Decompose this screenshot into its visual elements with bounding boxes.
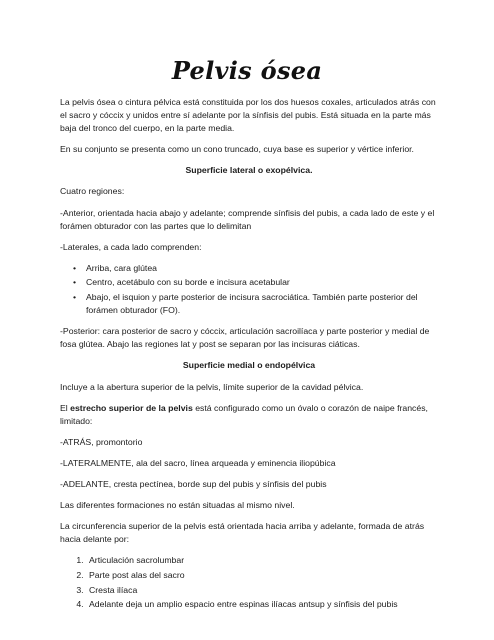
adelante-paragraph: -ADELANTE, cresta pectínea, borde sup del pubis y sínfisis del pubis (60, 478, 327, 489)
anterior-paragraph: -Anterior, orientada hacia abajo y adelante; comprende sínfisis del pubis, a cada lado de este y el forámen obturador con las partes que lo delimitan (60, 207, 435, 231)
estrecho-text-pre: El (60, 402, 71, 413)
posterior-paragraph: -Posterior: cara posterior de sacro y cóccix, articulación sacroilíaca y parte posterior y medial de fosa glútea. Abajo las regiones lat y post se separan por las incisuras ciáticas. (60, 326, 430, 350)
section-heading-medial: Superficie medial o endopélvica (182, 360, 316, 371)
numbered-item: 3. Cresta ilíaca (86, 584, 438, 597)
estrecho-paragraph (60, 402, 438, 428)
numbered-item: 4. Adelante deja un amplio espacio entre espinas ilíacas antsup y sínfisis del pubis (86, 598, 438, 611)
estrecho-bold-term: estrecho superior de la pelvis (70, 402, 193, 413)
bullet-list (60, 262, 438, 317)
laterales-paragraph: -Laterales, a cada lado comprenden: (60, 241, 202, 252)
numbered-item: 1. Articulación sacrolumbar (86, 554, 438, 567)
diferentes-paragraph: Las diferentes formaciones no están situadas al mismo nivel. (60, 500, 295, 511)
cuatro-regiones-paragraph: Cuatro regiones: (60, 186, 125, 197)
circunferencia-paragraph: La circunferencia superior de la pelvis está orientada hacia arriba y adelante, formada de atrás hacia delante por: (60, 521, 425, 545)
estrecho-text-post: está configurado como un óvalo o corazón de naipe francés, limitado: (60, 402, 428, 426)
intro-paragraph: La pelvis ósea o cintura pélvica está constituida por los dos huesos coxales, articulados atrás con el sacro y cóccix y unidos entre sí adelante por la sínfisis del pubis. Está situada en la parte más baja del tronco del cuerpo, en la parte media. (60, 97, 436, 134)
page-title: Pelvis ósea (171, 56, 323, 85)
bullet-item: • Arriba, cara glútea (86, 262, 438, 275)
numbered-list (60, 554, 438, 611)
numbered-item: 2. Parte post alas del sacro (86, 569, 438, 582)
section-heading-lateral: Superficie lateral o exopélvica. (185, 165, 313, 176)
incluye-paragraph: Incluye a la abertura superior de la pelvis, límite superior de la cavidad pélvica. (60, 381, 364, 392)
conjunto-paragraph: En su conjunto se presenta como un cono truncado, cuya base es superior y vértice inferior. (60, 144, 414, 155)
atras-paragraph: -ATRÁS, promontorio (60, 436, 143, 447)
lateralmente-paragraph: -LATERALMENTE, ala del sacro, línea arqueada y eminencia iliopúbica (60, 457, 336, 468)
document-body (60, 96, 438, 619)
bullet-item: • Centro, acetábulo con su borde e incisura acetabular (86, 276, 438, 289)
bullet-item: • Abajo, el isquion y parte posterior de incisura sacrociática. También parte posterior del forámen obturador (FO). (86, 291, 438, 317)
